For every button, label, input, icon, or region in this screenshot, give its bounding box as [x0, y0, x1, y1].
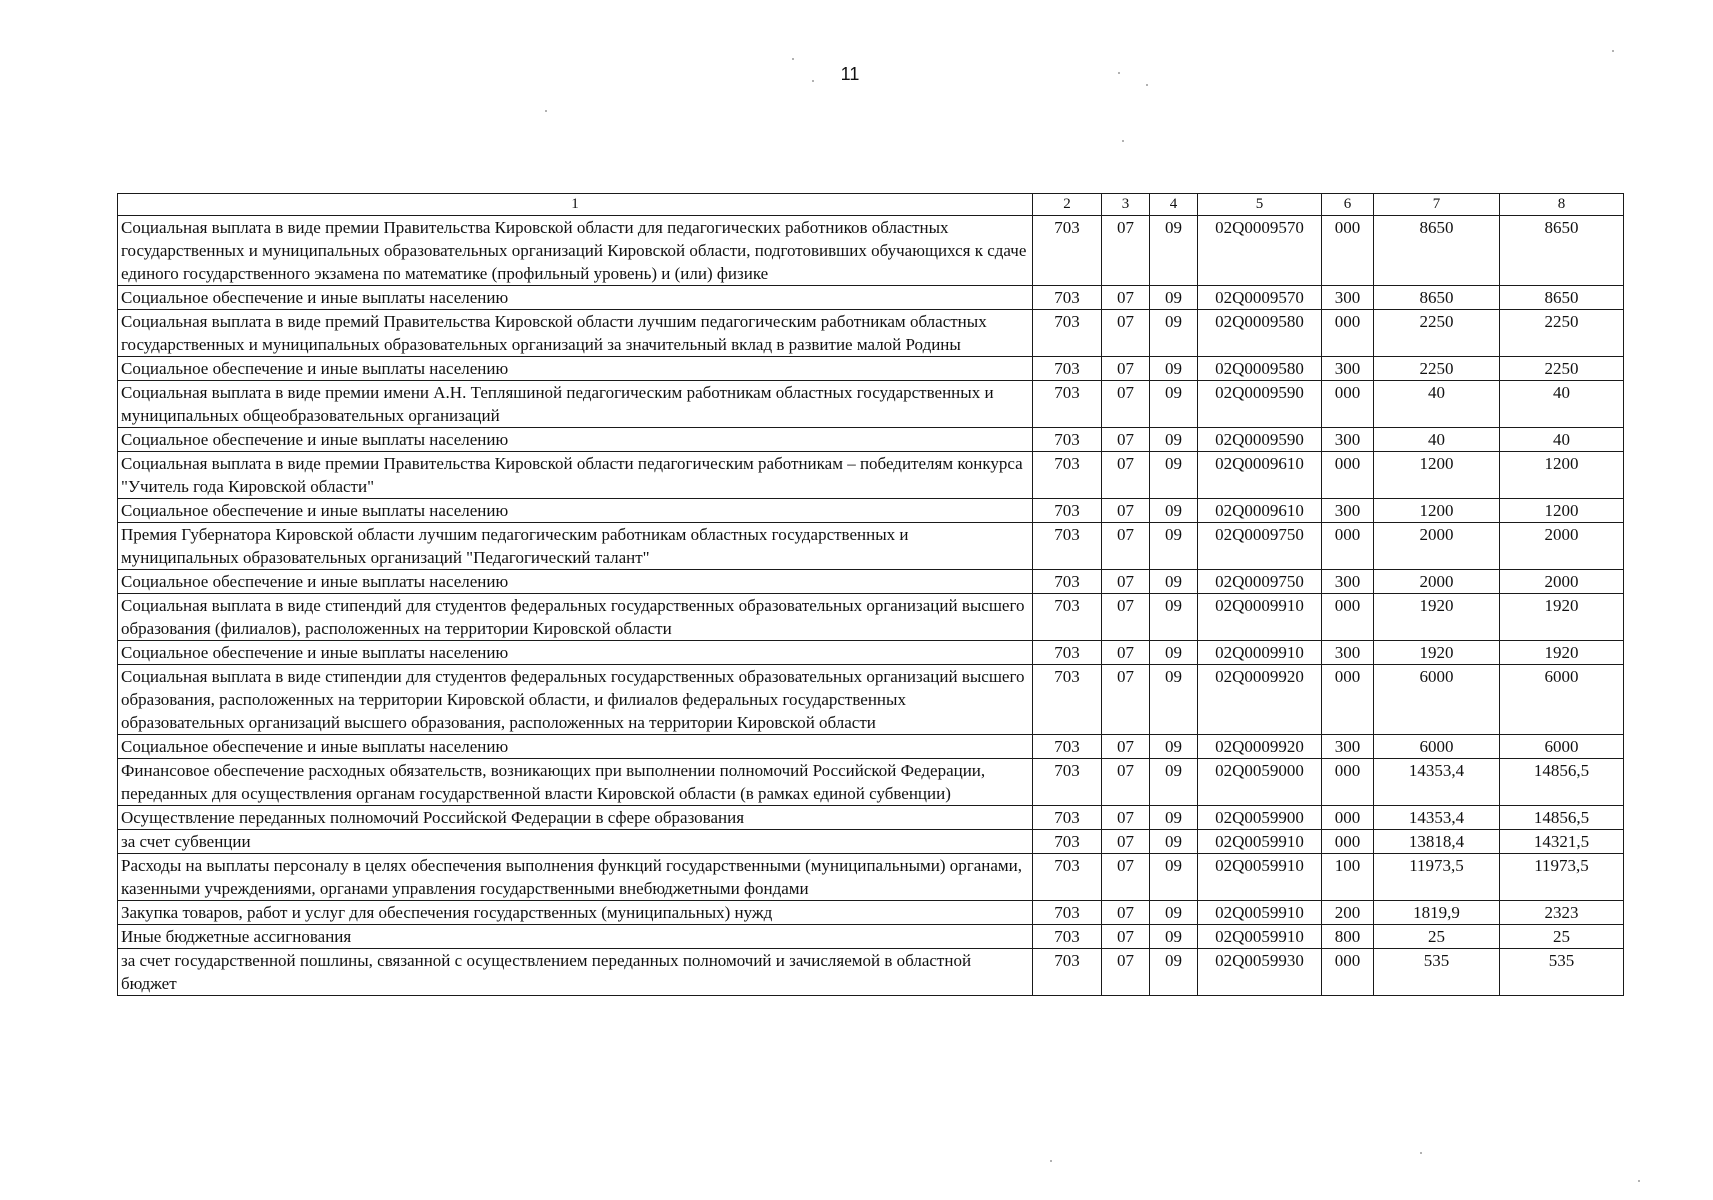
cell-expense-type: 000 — [1322, 949, 1374, 996]
cell-section: 07 — [1102, 381, 1150, 428]
cell-expense-name: за счет государственной пошлины, связанной с осуществлением переданных полномочий и зачисляемой в областной бюджет — [118, 949, 1033, 996]
cell-amount-year-2: 2250 — [1500, 310, 1624, 357]
cell-subsection: 09 — [1150, 310, 1198, 357]
cell-expense-type: 000 — [1322, 381, 1374, 428]
cell-amount-year-1: 2250 — [1374, 310, 1500, 357]
page-number: 11 — [840, 64, 860, 84]
cell-amount-year-1: 1819,9 — [1374, 901, 1500, 925]
cell-target-article: 02Q0059910 — [1198, 901, 1322, 925]
cell-subsection: 09 — [1150, 216, 1198, 286]
cell-target-article: 02Q0009570 — [1198, 286, 1322, 310]
cell-amount-year-2: 8650 — [1500, 216, 1624, 286]
cell-amount-year-1: 1200 — [1374, 452, 1500, 499]
cell-department: 703 — [1033, 381, 1102, 428]
cell-expense-name: Социальная выплата в виде премии имени А.Н. Тепляшиной педагогическим работникам областных государственных и муниципальных общеобразовательных организаций — [118, 381, 1033, 428]
cell-expense-name: Социальная выплата в виде премии Правительства Кировской области педагогическим работникам – победителям конкурса "Учитель года Кировской области" — [118, 452, 1033, 499]
cell-amount-year-1: 1920 — [1374, 641, 1500, 665]
cell-department: 703 — [1033, 452, 1102, 499]
header-col-8: 8 — [1500, 194, 1624, 216]
cell-subsection: 09 — [1150, 925, 1198, 949]
cell-section: 07 — [1102, 499, 1150, 523]
table-row — [118, 570, 1624, 594]
cell-expense-type: 000 — [1322, 523, 1374, 570]
cell-target-article: 02Q0009610 — [1198, 499, 1322, 523]
cell-section: 07 — [1102, 901, 1150, 925]
cell-expense-type: 000 — [1322, 452, 1374, 499]
cell-target-article: 02Q0059000 — [1198, 759, 1322, 806]
cell-department: 703 — [1033, 594, 1102, 641]
cell-amount-year-1: 2000 — [1374, 523, 1500, 570]
cell-amount-year-1: 14353,4 — [1374, 759, 1500, 806]
cell-expense-name: Закупка товаров, работ и услуг для обеспечения государственных (муниципальных) нужд — [118, 901, 1033, 925]
cell-section: 07 — [1102, 428, 1150, 452]
cell-amount-year-2: 6000 — [1500, 735, 1624, 759]
cell-expense-name: Социальная выплата в виде стипендий для студентов федеральных государственных образовательных организаций высшего образования (филиалов), расположенных на территории Кировской области — [118, 594, 1033, 641]
cell-subsection: 09 — [1150, 381, 1198, 428]
cell-department: 703 — [1033, 830, 1102, 854]
cell-expense-name: Финансовое обеспечение расходных обязательств, возникающих при выполнении полномочий Российской Федерации, переданных для осуществления органам государственной власти Кировской области (в рамках единой субвенции) — [118, 759, 1033, 806]
cell-expense-name: Социальное обеспечение и иные выплаты населению — [118, 641, 1033, 665]
cell-expense-type: 200 — [1322, 901, 1374, 925]
cell-amount-year-2: 1200 — [1500, 452, 1624, 499]
table-row — [118, 854, 1624, 901]
cell-amount-year-1: 8650 — [1374, 286, 1500, 310]
cell-expense-type: 300 — [1322, 735, 1374, 759]
cell-section: 07 — [1102, 594, 1150, 641]
cell-department: 703 — [1033, 901, 1102, 925]
cell-amount-year-1: 535 — [1374, 949, 1500, 996]
table-row — [118, 949, 1624, 996]
budget-table — [117, 193, 1624, 996]
cell-subsection: 09 — [1150, 735, 1198, 759]
cell-target-article: 02Q0059910 — [1198, 830, 1322, 854]
cell-expense-name: Социальная выплата в виде премии Правительства Кировской области для педагогических работников областных государственных и муниципальных образовательных организаций Кировской области, подготовивших обучающихся к сдаче единого государственного экзамена по математике (профильный уровень) и (или) физике — [118, 216, 1033, 286]
cell-expense-type: 000 — [1322, 665, 1374, 735]
table-row — [118, 759, 1624, 806]
cell-subsection: 09 — [1150, 452, 1198, 499]
table-row — [118, 735, 1624, 759]
cell-subsection: 09 — [1150, 901, 1198, 925]
cell-amount-year-2: 8650 — [1500, 286, 1624, 310]
cell-expense-type: 800 — [1322, 925, 1374, 949]
cell-department: 703 — [1033, 523, 1102, 570]
cell-section: 07 — [1102, 806, 1150, 830]
cell-target-article: 02Q0009590 — [1198, 381, 1322, 428]
cell-subsection: 09 — [1150, 499, 1198, 523]
cell-target-article: 02Q0009590 — [1198, 428, 1322, 452]
cell-department: 703 — [1033, 949, 1102, 996]
table-row — [118, 310, 1624, 357]
cell-expense-name: Социальное обеспечение и иные выплаты населению — [118, 735, 1033, 759]
cell-expense-name: Социальная выплата в виде премий Правительства Кировской области лучшим педагогическим работникам областных государственных и муниципальных образовательных организаций за значительный вклад в развитие малой Родины — [118, 310, 1033, 357]
cell-amount-year-1: 11973,5 — [1374, 854, 1500, 901]
cell-department: 703 — [1033, 216, 1102, 286]
scan-speck — [1612, 50, 1614, 52]
cell-section: 07 — [1102, 925, 1150, 949]
cell-department: 703 — [1033, 310, 1102, 357]
header-col-2: 2 — [1033, 194, 1102, 216]
cell-section: 07 — [1102, 357, 1150, 381]
cell-target-article: 02Q0009580 — [1198, 310, 1322, 357]
cell-subsection: 09 — [1150, 570, 1198, 594]
cell-target-article: 02Q0009750 — [1198, 523, 1322, 570]
scan-speck — [1638, 1180, 1640, 1182]
table-row — [118, 452, 1624, 499]
table-body — [118, 216, 1624, 996]
cell-amount-year-1: 13818,4 — [1374, 830, 1500, 854]
table-row — [118, 806, 1624, 830]
cell-target-article: 02Q0059900 — [1198, 806, 1322, 830]
cell-amount-year-1: 25 — [1374, 925, 1500, 949]
cell-expense-name: за счет субвенции — [118, 830, 1033, 854]
cell-department: 703 — [1033, 925, 1102, 949]
scan-speck — [1122, 140, 1124, 142]
table-row — [118, 286, 1624, 310]
cell-expense-type: 300 — [1322, 428, 1374, 452]
cell-target-article: 02Q0009610 — [1198, 452, 1322, 499]
cell-department: 703 — [1033, 854, 1102, 901]
cell-expense-name: Социальное обеспечение и иные выплаты населению — [118, 499, 1033, 523]
cell-target-article: 02Q0009920 — [1198, 665, 1322, 735]
cell-section: 07 — [1102, 641, 1150, 665]
cell-department: 703 — [1033, 357, 1102, 381]
cell-amount-year-1: 6000 — [1374, 665, 1500, 735]
cell-expense-type: 300 — [1322, 499, 1374, 523]
table-row — [118, 499, 1624, 523]
cell-amount-year-2: 11973,5 — [1500, 854, 1624, 901]
cell-expense-type: 300 — [1322, 357, 1374, 381]
cell-subsection: 09 — [1150, 428, 1198, 452]
cell-amount-year-2: 14856,5 — [1500, 759, 1624, 806]
cell-subsection: 09 — [1150, 523, 1198, 570]
cell-expense-type: 300 — [1322, 286, 1374, 310]
cell-section: 07 — [1102, 570, 1150, 594]
cell-expense-type: 100 — [1322, 854, 1374, 901]
table-row — [118, 357, 1624, 381]
table-row — [118, 901, 1624, 925]
cell-amount-year-2: 2000 — [1500, 570, 1624, 594]
cell-amount-year-2: 40 — [1500, 428, 1624, 452]
header-col-4: 4 — [1150, 194, 1198, 216]
cell-expense-name: Расходы на выплаты персоналу в целях обеспечения выполнения функций государственными (муниципальными) органами, казенными учреждениями, органами управления государственными внебюджетными фондами — [118, 854, 1033, 901]
cell-expense-type: 000 — [1322, 759, 1374, 806]
cell-amount-year-2: 1920 — [1500, 594, 1624, 641]
cell-target-article: 02Q0009580 — [1198, 357, 1322, 381]
cell-department: 703 — [1033, 499, 1102, 523]
cell-section: 07 — [1102, 735, 1150, 759]
cell-target-article: 02Q0009920 — [1198, 735, 1322, 759]
cell-expense-name: Социальное обеспечение и иные выплаты населению — [118, 357, 1033, 381]
cell-expense-name: Социальное обеспечение и иные выплаты населению — [118, 286, 1033, 310]
table-row — [118, 523, 1624, 570]
cell-amount-year-2: 2250 — [1500, 357, 1624, 381]
cell-subsection: 09 — [1150, 949, 1198, 996]
scan-speck — [545, 110, 547, 112]
cell-target-article: 02Q0059930 — [1198, 949, 1322, 996]
cell-subsection: 09 — [1150, 830, 1198, 854]
cell-target-article: 02Q0059910 — [1198, 925, 1322, 949]
cell-amount-year-2: 1200 — [1500, 499, 1624, 523]
header-col-1: 1 — [118, 194, 1033, 216]
scan-speck — [1050, 1160, 1052, 1162]
cell-section: 07 — [1102, 665, 1150, 735]
cell-target-article: 02Q0009570 — [1198, 216, 1322, 286]
table-row — [118, 830, 1624, 854]
cell-amount-year-1: 1200 — [1374, 499, 1500, 523]
cell-expense-type: 300 — [1322, 570, 1374, 594]
cell-department: 703 — [1033, 641, 1102, 665]
cell-expense-name: Социальное обеспечение и иные выплаты населению — [118, 428, 1033, 452]
cell-amount-year-2: 25 — [1500, 925, 1624, 949]
cell-amount-year-1: 2000 — [1374, 570, 1500, 594]
cell-target-article: 02Q0009910 — [1198, 641, 1322, 665]
scan-speck — [1146, 84, 1148, 86]
cell-target-article: 02Q0059910 — [1198, 854, 1322, 901]
cell-expense-type: 000 — [1322, 594, 1374, 641]
table-row — [118, 216, 1624, 286]
cell-amount-year-1: 2250 — [1374, 357, 1500, 381]
cell-expense-type: 000 — [1322, 216, 1374, 286]
table-row — [118, 925, 1624, 949]
cell-amount-year-1: 8650 — [1374, 216, 1500, 286]
table-row — [118, 428, 1624, 452]
table-row — [118, 665, 1624, 735]
header-col-7: 7 — [1374, 194, 1500, 216]
cell-amount-year-2: 6000 — [1500, 665, 1624, 735]
cell-amount-year-1: 14353,4 — [1374, 806, 1500, 830]
table-row — [118, 641, 1624, 665]
cell-subsection: 09 — [1150, 806, 1198, 830]
cell-subsection: 09 — [1150, 357, 1198, 381]
cell-amount-year-2: 1920 — [1500, 641, 1624, 665]
cell-amount-year-1: 40 — [1374, 428, 1500, 452]
cell-section: 07 — [1102, 949, 1150, 996]
table-header — [118, 194, 1624, 216]
header-row — [118, 194, 1624, 216]
cell-department: 703 — [1033, 665, 1102, 735]
cell-department: 703 — [1033, 735, 1102, 759]
cell-subsection: 09 — [1150, 665, 1198, 735]
cell-target-article: 02Q0009750 — [1198, 570, 1322, 594]
cell-amount-year-2: 14856,5 — [1500, 806, 1624, 830]
cell-section: 07 — [1102, 523, 1150, 570]
cell-subsection: 09 — [1150, 286, 1198, 310]
cell-section: 07 — [1102, 310, 1150, 357]
cell-expense-name: Осуществление переданных полномочий Российской Федерации в сфере образования — [118, 806, 1033, 830]
table-row — [118, 381, 1624, 428]
cell-amount-year-2: 40 — [1500, 381, 1624, 428]
cell-section: 07 — [1102, 216, 1150, 286]
header-col-5: 5 — [1198, 194, 1322, 216]
cell-expense-name: Иные бюджетные ассигнования — [118, 925, 1033, 949]
cell-amount-year-1: 1920 — [1374, 594, 1500, 641]
scan-speck — [1118, 72, 1120, 74]
cell-section: 07 — [1102, 286, 1150, 310]
cell-department: 703 — [1033, 570, 1102, 594]
cell-expense-type: 300 — [1322, 641, 1374, 665]
cell-subsection: 09 — [1150, 594, 1198, 641]
header-col-3: 3 — [1102, 194, 1150, 216]
cell-expense-name: Премия Губернатора Кировской области лучшим педагогическим работникам областных государственных и муниципальных образовательных организаций "Педагогический талант" — [118, 523, 1033, 570]
table-row — [118, 594, 1624, 641]
cell-amount-year-2: 2000 — [1500, 523, 1624, 570]
cell-target-article: 02Q0009910 — [1198, 594, 1322, 641]
cell-department: 703 — [1033, 286, 1102, 310]
cell-expense-type: 000 — [1322, 830, 1374, 854]
cell-expense-type: 000 — [1322, 806, 1374, 830]
cell-amount-year-1: 40 — [1374, 381, 1500, 428]
cell-amount-year-2: 2323 — [1500, 901, 1624, 925]
cell-amount-year-2: 535 — [1500, 949, 1624, 996]
scan-speck — [1420, 1152, 1422, 1154]
header-col-6: 6 — [1322, 194, 1374, 216]
cell-subsection: 09 — [1150, 759, 1198, 806]
cell-department: 703 — [1033, 759, 1102, 806]
cell-section: 07 — [1102, 854, 1150, 901]
cell-amount-year-2: 14321,5 — [1500, 830, 1624, 854]
cell-expense-name: Социальное обеспечение и иные выплаты населению — [118, 570, 1033, 594]
cell-department: 703 — [1033, 428, 1102, 452]
cell-section: 07 — [1102, 452, 1150, 499]
scan-speck — [792, 58, 794, 60]
cell-section: 07 — [1102, 830, 1150, 854]
cell-department: 703 — [1033, 806, 1102, 830]
cell-expense-name: Социальная выплата в виде стипендии для студентов федеральных государственных образовательных организаций высшего образования, расположенных на территории Кировской области, и филиалов федеральных государственных образовательных организаций высшего образования, расположенных на территории Кировской области — [118, 665, 1033, 735]
cell-expense-type: 000 — [1322, 310, 1374, 357]
scan-speck — [812, 80, 814, 82]
cell-subsection: 09 — [1150, 641, 1198, 665]
cell-amount-year-1: 6000 — [1374, 735, 1500, 759]
cell-section: 07 — [1102, 759, 1150, 806]
cell-subsection: 09 — [1150, 854, 1198, 901]
